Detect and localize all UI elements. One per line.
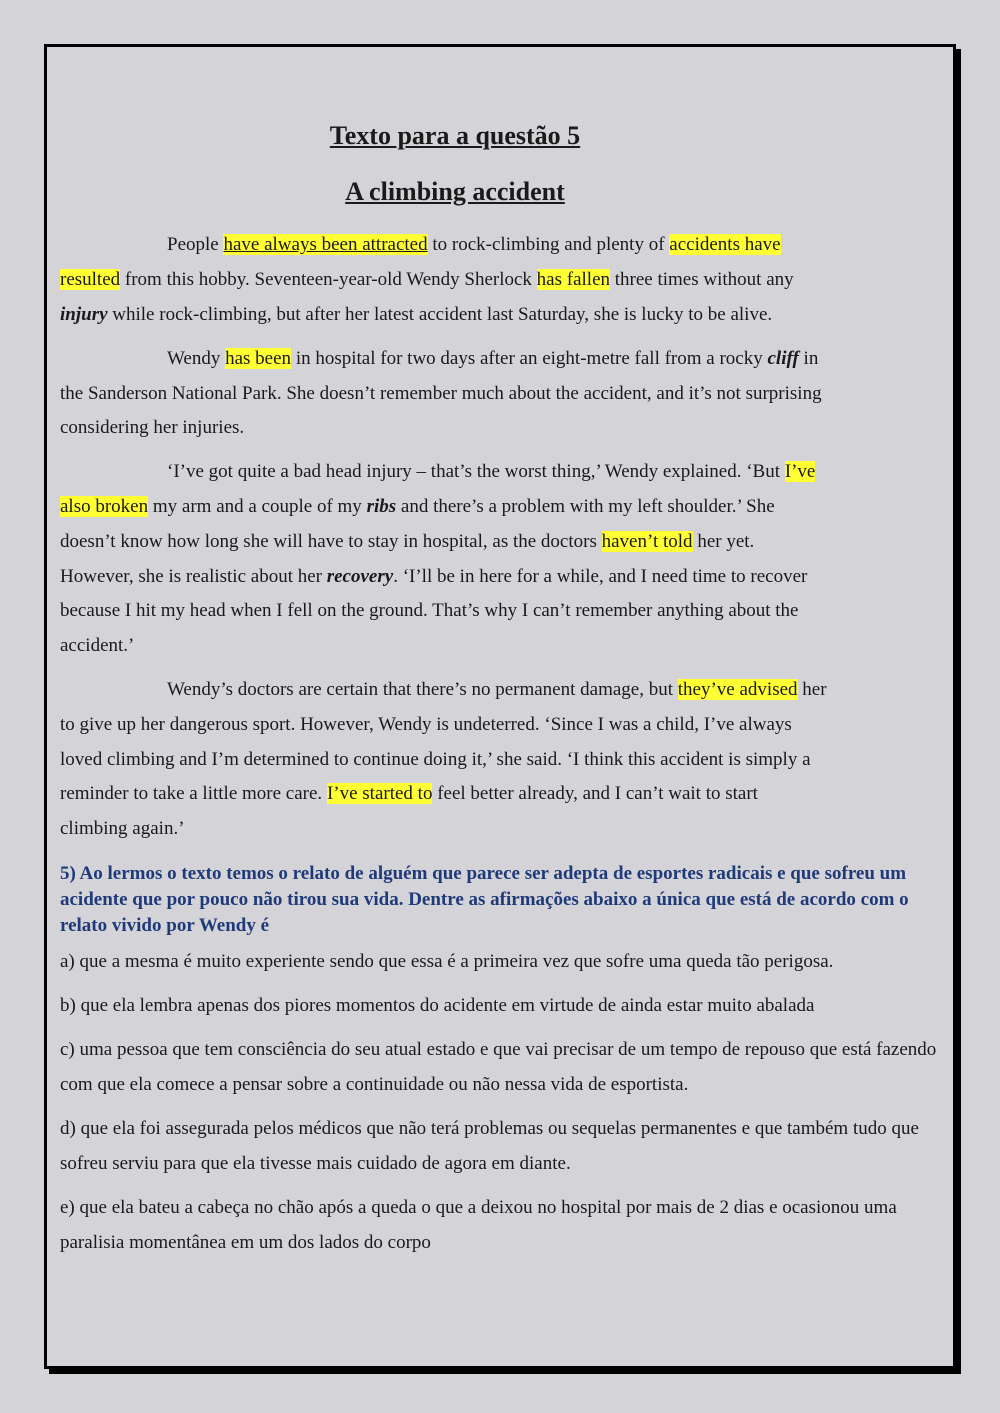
p1-line1 xyxy=(167,233,781,257)
option-c[interactable]: c) uma pessoa que tem consciência do seu atual estado e que vai precisar de um tempo de repouso que está fazendo com que ela comece a pensar sobre a continuidade ou não nessa vida de esportista. xyxy=(60,1039,937,1095)
option-e[interactable]: e) que ela bateu a cabeça no chão após a queda o que a deixou no hospital por mais de 2 dias e ocasionou uma paralisia momentânea em um dos lados do corpo xyxy=(60,1197,897,1253)
text-span: her xyxy=(797,679,827,700)
p4-line5: climbing again.’ xyxy=(60,818,185,839)
text-span: However, she is realistic about her xyxy=(60,566,327,587)
p1-line2 xyxy=(60,268,794,292)
p3-line1 xyxy=(167,460,815,484)
p1-line3 xyxy=(60,303,772,327)
highlighted-phrase: accidents have xyxy=(669,234,781,255)
vocab-word: recovery xyxy=(326,566,394,587)
highlighted-phrase: also broken xyxy=(60,496,149,517)
p3-line6: accident.’ xyxy=(60,635,135,656)
text-span: and there’s a problem with my left shoulder.’ She xyxy=(396,496,775,517)
text-span: doesn’t know how long she will have to stay in hospital, as the doctors xyxy=(60,531,602,552)
highlighted-phrase: I’ve xyxy=(784,461,816,482)
p4-line1 xyxy=(167,678,827,702)
option-a[interactable]: a) que a mesma é muito experiente sendo que essa é a primeira vez que sofre uma queda tão perigosa. xyxy=(60,951,834,972)
text-span: People xyxy=(167,234,224,255)
p3-line3 xyxy=(60,530,754,554)
text-span: my arm and a couple of my xyxy=(148,496,367,517)
highlighted-phrase: has fallen xyxy=(536,269,610,290)
text-span: in xyxy=(798,348,819,369)
p2-line3: considering her injuries. xyxy=(60,417,245,438)
text-span: while rock-climbing, but after her latest accident last Saturday, she is lucky to be alive. xyxy=(107,304,773,325)
text-span: her yet. xyxy=(692,531,755,552)
p4-line2: to give up her dangerous sport. However, Wendy is undeterred. ‘Since I was a child, I’ve always xyxy=(60,714,792,735)
text-span: Wendy’s doctors are certain that there’s no permanent damage, but xyxy=(167,679,678,700)
p3-line2 xyxy=(60,495,775,519)
text-span: . ‘I’ll be in here for a while, and I need time to recover xyxy=(393,566,808,587)
highlighted-phrase: I’ve started to xyxy=(326,783,433,804)
option-b[interactable]: b) que ela lembra apenas dos piores momentos do acidente em virtude de ainda estar muito abalada xyxy=(60,995,815,1016)
highlighted-phrase: haven’t told xyxy=(601,531,693,552)
text-span: to rock-climbing and plenty of xyxy=(427,234,670,255)
highlighted-phrase: has been xyxy=(225,348,292,369)
text-span: in hospital for two days after an eight-metre fall from a rocky xyxy=(291,348,768,369)
p2-line1 xyxy=(167,347,818,371)
p2-line2: the Sanderson National Park. She doesn’t remember much about the accident, and it’s not surprising xyxy=(60,383,822,404)
question-prompt: 5) Ao lermos o texto temos o relato de alguém que parece ser adepta de esportes radicais e que sofreu um acidente que por pouco não tirou sua vida. Dentre as afirmações abaixo a única que está de acordo com o relato vivido por Wendy é xyxy=(60,863,909,936)
p4-line4 xyxy=(60,782,758,806)
text-span: from this hobby. Seventeen-year-old Wendy Sherlock xyxy=(120,269,537,290)
section-title: Texto para a questão 5 xyxy=(329,121,581,150)
text-span: reminder to take a little more care. xyxy=(60,783,327,804)
document-frame xyxy=(44,44,956,1369)
highlighted-phrase: they’ve advised xyxy=(677,679,798,700)
p3-line5: because I hit my head when I fell on the ground. That’s why I can’t remember anything about the xyxy=(60,600,799,621)
text-span: three times without any xyxy=(610,269,794,290)
p4-line3: loved climbing and I’m determined to continue doing it,’ she said. ‘I think this accident is simply a xyxy=(60,749,811,770)
option-d[interactable]: d) que ela foi assegurada pelos médicos que não terá problemas ou sequelas permanentes e que também tudo que sofreu serviu para que ela tivesse mais cuidado de agora em diante. xyxy=(60,1118,919,1174)
text-span: feel better already, and I can’t wait to start xyxy=(432,783,758,804)
text-span: Wendy xyxy=(167,348,226,369)
p3-line4 xyxy=(60,565,807,589)
vocab-word: ribs xyxy=(366,496,397,517)
highlighted-phrase: have always been attracted xyxy=(223,234,428,255)
vocab-word: injury xyxy=(60,304,108,325)
vocab-word: cliff xyxy=(767,348,799,369)
text-span: ‘I’ve got quite a bad head injury – that’s the worst thing,’ Wendy explained. ‘But xyxy=(167,461,785,482)
highlighted-phrase: resulted xyxy=(60,269,121,290)
story-title: A climbing accident xyxy=(345,177,565,206)
